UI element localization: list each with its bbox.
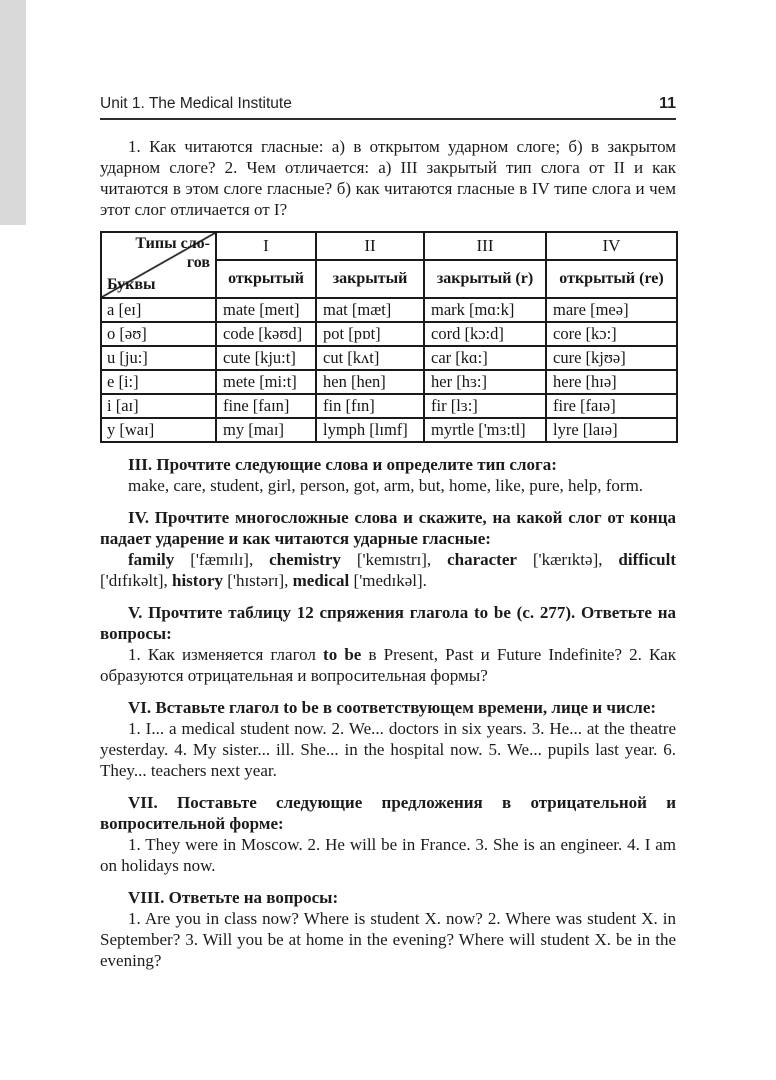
table-head	[101, 232, 677, 298]
exercise-V	[100, 602, 676, 686]
example-cell: mark [mɑ:k]	[424, 298, 546, 322]
example-cell: cure [kjʊə]	[546, 346, 677, 370]
example-cell: lymph [lɪmf]	[316, 418, 424, 442]
letter-cell: u [ju:]	[101, 346, 216, 370]
bold-term: character	[447, 550, 517, 569]
exercise-III	[100, 454, 676, 496]
example-cell: code [kəʊd]	[216, 322, 316, 346]
example-cell: cute [kju:t]	[216, 346, 316, 370]
exercise-body	[100, 475, 676, 496]
bold-term: family	[128, 550, 175, 569]
example-cell: mete [mi:t]	[216, 370, 316, 394]
body-text: ['kærɪktə],	[516, 550, 619, 569]
table-row	[101, 394, 677, 418]
body-text: ['kemɪstrɪ],	[340, 550, 448, 569]
exercise-VII	[100, 792, 676, 876]
column-type-2: закрытый	[316, 260, 424, 298]
body-text: ['medɪkəl].	[349, 571, 427, 590]
example-cell: mat [mæt]	[316, 298, 424, 322]
scan-margin-shade	[0, 0, 26, 225]
example-cell: fir [lɜ:]	[424, 394, 546, 418]
letter-cell: i [aɪ]	[101, 394, 216, 418]
exercise-body	[100, 718, 676, 781]
column-numeral-4: IV	[546, 232, 677, 260]
body-text: 1. They were in Moscow. 2. He will be in France. 3. She is an engineer. 4. I am on holidays now.	[100, 835, 676, 875]
table-row	[101, 346, 677, 370]
body-text: в Present, Past и Future Indefinite? 2. Как образуются отрицательная и вопросительная формы?	[100, 645, 676, 685]
exercise-heading: IV. Прочтите многосложные слова и скажите, на какой слог от конца падает ударение и как читаются ударные гласные:	[100, 508, 676, 548]
example-cell: pot [pɒt]	[316, 322, 424, 346]
table-row	[101, 370, 677, 394]
example-cell: mare [meə]	[546, 298, 677, 322]
exercise-sections	[100, 454, 676, 971]
running-head	[100, 95, 676, 120]
example-cell: cord [kɔ:d]	[424, 322, 546, 346]
column-type-3: закрытый (r)	[424, 260, 546, 298]
bold-term: medical	[292, 571, 350, 590]
exercise-VI	[100, 697, 676, 781]
exercise-heading: VII. Поставьте следующие предложения в отрицательной и вопросительной форме:	[100, 793, 676, 833]
example-cell: core [kɔ:]	[546, 322, 677, 346]
bold-term: difficult	[618, 550, 676, 569]
corner-cell	[101, 232, 216, 298]
letter-cell: a [eɪ]	[101, 298, 216, 322]
running-title: Unit 1. The Medical Institute	[100, 95, 292, 112]
letter-cell: o [əʊ]	[101, 322, 216, 346]
column-type-1: открытый	[216, 260, 316, 298]
exercise-body	[100, 644, 676, 686]
exercise-body	[100, 549, 676, 591]
example-cell: lyre [laɪə]	[546, 418, 677, 442]
exercise-heading: VI. Вставьте глагол to be в соответствующем времени, лице и числе:	[128, 698, 657, 717]
exercise-heading: III. Прочтите следующие слова и определите тип слога:	[128, 455, 557, 474]
exercise-body	[100, 834, 676, 876]
column-numeral-3: III	[424, 232, 546, 260]
page-number: 11	[659, 95, 676, 112]
bold-term: chemistry	[269, 550, 341, 569]
body-text: 1. Are you in class now? Where is student X. now? 2. Where was student X. in September? 3. Will you be at home in the evening? Where will student X. be in the evening?	[100, 909, 676, 970]
exercise-VIII	[100, 887, 676, 971]
body-text: ['hɪstərɪ],	[222, 571, 293, 590]
bold-term: history	[171, 571, 223, 590]
example-cell: fire [faɪə]	[546, 394, 677, 418]
body-text: make, care, student, girl, person, got, arm, but, home, like, pure, help, form.	[128, 476, 644, 495]
example-cell: cut [kʌt]	[316, 346, 424, 370]
example-cell: hen [hen]	[316, 370, 424, 394]
exercise-IV	[100, 507, 676, 591]
example-cell: car [kɑ:]	[424, 346, 546, 370]
table-row	[101, 418, 677, 442]
page-content	[100, 0, 676, 971]
exercise-body	[100, 908, 676, 971]
numeral-row	[101, 232, 677, 260]
example-cell: here [hɪə]	[546, 370, 677, 394]
table-body	[101, 298, 677, 442]
intro-paragraph: 1. Как читаются гласные: а) в открытом ударном слоге; б) в закрытом ударном слоге? 2. Чем отличается: а) III закрытый тип слога от II и как читаются в этом слоге гласные? б) как читаются гласные в IV типе слога и чем этот слог отличается от I?	[100, 137, 676, 219]
body-text: ['fæmɪlɪ],	[174, 550, 270, 569]
column-numeral-2: II	[316, 232, 424, 260]
example-cell: my [maɪ]	[216, 418, 316, 442]
column-numeral-1: I	[216, 232, 316, 260]
exercise-heading: VIII. Ответьте на вопросы:	[128, 888, 339, 907]
bold-term: to be	[323, 645, 362, 664]
exercise-heading: V. Прочтите таблицу 12 спряжения глагола to be (с. 277). Ответьте на вопросы:	[100, 603, 676, 643]
body-text: 1. I... a medical student now. 2. We... doctors in six years. 3. He... at the theatre yesterday. 4. My sister... ill. She... in the hospital now. 5. We... pupils last year. 6. They... teachers next year.	[100, 719, 676, 780]
column-type-4: открытый (re)	[546, 260, 677, 298]
table-row	[101, 298, 677, 322]
example-cell: myrtle ['mɜ:tl]	[424, 418, 546, 442]
corner-label-syllable-types-line2: гов	[186, 254, 210, 271]
table-row	[101, 322, 677, 346]
body-text: ['dɪfɪkəlt],	[100, 571, 172, 590]
corner-label-letters: Буквы	[107, 276, 156, 293]
syllable-types-table	[100, 231, 678, 443]
example-cell: fin [fɪn]	[316, 394, 424, 418]
corner-label-syllable-types-line1: Типы сло-	[135, 235, 210, 252]
example-cell: fine [faɪn]	[216, 394, 316, 418]
body-text: 1. Как изменяется глагол	[128, 645, 324, 664]
letter-cell: e [i:]	[101, 370, 216, 394]
example-cell: mate [meɪt]	[216, 298, 316, 322]
example-cell: her [hɜ:]	[424, 370, 546, 394]
letter-cell: y [waɪ]	[101, 418, 216, 442]
